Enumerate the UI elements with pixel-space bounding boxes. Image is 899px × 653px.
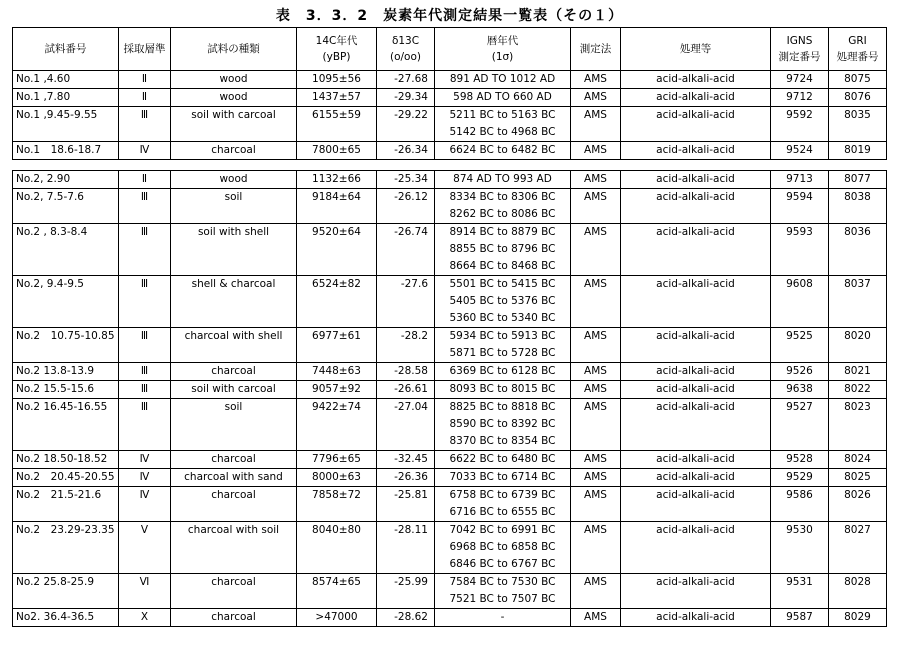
layer-cell: Ⅲ — [119, 399, 171, 451]
treatment-cell: acid-alkali-acid — [621, 71, 771, 89]
treatment-cell: acid-alkali-acid — [621, 487, 771, 522]
calendar-range: 6846 BC to 6767 BC — [449, 558, 556, 570]
spacer-cell — [771, 160, 829, 171]
igns-number-cell: 9525 — [771, 328, 829, 363]
header-igns: IGNS 測定番号 — [771, 28, 829, 71]
calendar-range: 6968 BC to 6858 BC — [449, 541, 556, 553]
igns-number-cell: 9526 — [771, 363, 829, 381]
calendar-range: 6624 BC to 6482 BC — [449, 144, 556, 156]
layer-cell: Ⅲ — [119, 107, 171, 142]
d13c-cell: -27.04 — [377, 399, 435, 451]
calendar-age-cell — [435, 276, 571, 328]
table-row — [13, 363, 887, 381]
treatment-cell: acid-alkali-acid — [621, 142, 771, 160]
gri-number-cell: 8023 — [829, 399, 887, 451]
sample-type-cell: charcoal with shell — [171, 328, 297, 363]
igns-number-cell: 9587 — [771, 609, 829, 627]
gri-number-cell: 8077 — [829, 171, 887, 189]
c14-age-cell: 9520±64 — [297, 224, 377, 276]
sample-type-cell: soil — [171, 399, 297, 451]
calendar-range: 5871 BC to 5728 BC — [449, 347, 556, 359]
gri-number-cell: 8035 — [829, 107, 887, 142]
spacer-cell — [621, 160, 771, 171]
gri-number-cell: 8020 — [829, 328, 887, 363]
layer-cell: Ⅱ — [119, 71, 171, 89]
sample-id-cell: No.2 16.45-16.55 — [13, 399, 119, 451]
calendar-age-cell — [435, 381, 571, 399]
c14-age-cell: 7858±72 — [297, 487, 377, 522]
header-type: 試料の種類 — [171, 28, 297, 71]
d13c-cell: -26.74 — [377, 224, 435, 276]
d13c-cell: -27.68 — [377, 71, 435, 89]
sample-type-cell: soil with carcoal — [171, 107, 297, 142]
method-cell: AMS — [571, 224, 621, 276]
method-cell: AMS — [571, 71, 621, 89]
header-method: 測定法 — [571, 28, 621, 71]
method-cell: AMS — [571, 328, 621, 363]
method-cell: AMS — [571, 609, 621, 627]
c14-age-cell: 6155±59 — [297, 107, 377, 142]
sample-id-cell: No.2 15.5-15.6 — [13, 381, 119, 399]
sample-id-cell: No.2 21.5-21.6 — [13, 487, 119, 522]
method-cell: AMS — [571, 363, 621, 381]
table-row — [13, 381, 887, 399]
header-c14: 14C年代 (yBP) — [297, 28, 377, 71]
c14-age-cell: 8040±80 — [297, 522, 377, 574]
layer-cell: Ⅲ — [119, 276, 171, 328]
calendar-age-cell — [435, 224, 571, 276]
sample-type-cell: charcoal — [171, 142, 297, 160]
method-cell: AMS — [571, 107, 621, 142]
treatment-cell: acid-alkali-acid — [621, 451, 771, 469]
treatment-cell: acid-alkali-acid — [621, 189, 771, 224]
calendar-range: 8855 BC to 8796 BC — [449, 243, 556, 255]
c14-age-cell: 7800±65 — [297, 142, 377, 160]
method-cell: AMS — [571, 522, 621, 574]
method-cell: AMS — [571, 189, 621, 224]
treatment-cell: acid-alkali-acid — [621, 224, 771, 276]
igns-number-cell: 9608 — [771, 276, 829, 328]
calendar-range: 598 AD TO 660 AD — [453, 91, 552, 103]
gri-number-cell: 8025 — [829, 469, 887, 487]
layer-cell: Ⅳ — [119, 451, 171, 469]
calendar-age-cell — [435, 451, 571, 469]
c14-age-cell: 6977±61 — [297, 328, 377, 363]
igns-number-cell: 9530 — [771, 522, 829, 574]
calendar-range: 8590 BC to 8392 BC — [449, 418, 556, 430]
sample-type-cell: charcoal with soil — [171, 522, 297, 574]
igns-number-cell: 9586 — [771, 487, 829, 522]
table-row — [13, 142, 887, 160]
table-row — [13, 89, 887, 107]
spacer-cell — [297, 160, 377, 171]
igns-number-cell: 9524 — [771, 142, 829, 160]
layer-cell: Ⅲ — [119, 224, 171, 276]
spacer-cell — [171, 160, 297, 171]
c14-age-cell: 1132±66 — [297, 171, 377, 189]
method-cell: AMS — [571, 574, 621, 609]
sample-id-cell: No.2, 7.5-7.6 — [13, 189, 119, 224]
layer-cell: Ⅳ — [119, 487, 171, 522]
sample-type-cell: wood — [171, 71, 297, 89]
table-row — [13, 609, 887, 627]
layer-cell: Ⅲ — [119, 381, 171, 399]
method-cell: AMS — [571, 399, 621, 451]
calendar-range: 8262 BC to 8086 BC — [449, 208, 556, 220]
header-treatment: 処理等 — [621, 28, 771, 71]
layer-cell: Ⅵ — [119, 574, 171, 609]
c14-age-cell: >47000 — [297, 609, 377, 627]
sample-id-cell: No.2 18.50-18.52 — [13, 451, 119, 469]
gri-number-cell: 8036 — [829, 224, 887, 276]
sample-id-cell: No.2, 9.4-9.5 — [13, 276, 119, 328]
calendar-range: 5211 BC to 5163 BC — [449, 109, 556, 121]
treatment-cell: acid-alkali-acid — [621, 107, 771, 142]
sample-type-cell: charcoal with sand — [171, 469, 297, 487]
treatment-cell: acid-alkali-acid — [621, 574, 771, 609]
header-sample: 試料番号 — [13, 28, 119, 71]
calendar-range: 8334 BC to 8306 BC — [449, 191, 556, 203]
d13c-cell: -32.45 — [377, 451, 435, 469]
gri-number-cell: 8021 — [829, 363, 887, 381]
calendar-range: 8825 BC to 8818 BC — [449, 401, 556, 413]
d13c-cell: -26.34 — [377, 142, 435, 160]
radiocarbon-results-table — [12, 27, 887, 627]
table-row — [13, 399, 887, 451]
calendar-age-cell — [435, 399, 571, 451]
igns-number-cell: 9529 — [771, 469, 829, 487]
layer-cell: Ⅳ — [119, 142, 171, 160]
c14-age-cell: 7448±63 — [297, 363, 377, 381]
gri-number-cell: 8019 — [829, 142, 887, 160]
sample-id-cell: No.2 23.29-23.35 — [13, 522, 119, 574]
calendar-range: 874 AD TO 993 AD — [453, 173, 552, 185]
method-cell: AMS — [571, 487, 621, 522]
treatment-cell: acid-alkali-acid — [621, 381, 771, 399]
d13c-cell: -29.34 — [377, 89, 435, 107]
table-row — [13, 189, 887, 224]
calendar-range: 8093 BC to 8015 BC — [449, 383, 556, 395]
calendar-range: 7033 BC to 6714 BC — [449, 471, 556, 483]
treatment-cell: acid-alkali-acid — [621, 363, 771, 381]
gri-number-cell: 8027 — [829, 522, 887, 574]
layer-cell: Ⅹ — [119, 609, 171, 627]
sample-type-cell: shell & charcoal — [171, 276, 297, 328]
calendar-range: 7521 BC to 7507 BC — [449, 593, 556, 605]
c14-age-cell: 8000±63 — [297, 469, 377, 487]
c14-age-cell: 7796±65 — [297, 451, 377, 469]
spacer-cell — [119, 160, 171, 171]
gri-number-cell: 8028 — [829, 574, 887, 609]
treatment-cell: acid-alkali-acid — [621, 171, 771, 189]
method-cell: AMS — [571, 89, 621, 107]
sample-id-cell: No.2 25.8-25.9 — [13, 574, 119, 609]
igns-number-cell: 9531 — [771, 574, 829, 609]
sample-type-cell: soil with shell — [171, 224, 297, 276]
c14-age-cell: 9422±74 — [297, 399, 377, 451]
calendar-range: 6369 BC to 6128 BC — [449, 365, 556, 377]
table-row — [13, 107, 887, 142]
sample-id-cell: No.2 , 8.3-8.4 — [13, 224, 119, 276]
calendar-age-cell — [435, 363, 571, 381]
sample-id-cell: No.1 ,7.80 — [13, 89, 119, 107]
gri-number-cell: 8075 — [829, 71, 887, 89]
sample-id-cell: No.2, 2.90 — [13, 171, 119, 189]
sample-id-cell: No2. 36.4-36.5 — [13, 609, 119, 627]
d13c-cell: -25.81 — [377, 487, 435, 522]
sample-id-cell: No.1 ,9.45-9.55 — [13, 107, 119, 142]
igns-number-cell: 9713 — [771, 171, 829, 189]
calendar-age-cell — [435, 142, 571, 160]
calendar-age-cell — [435, 609, 571, 627]
calendar-range: 891 AD TO 1012 AD — [449, 73, 556, 85]
d13c-cell: -28.62 — [377, 609, 435, 627]
calendar-range: 5142 BC to 4968 BC — [449, 126, 556, 138]
method-cell: AMS — [571, 469, 621, 487]
treatment-cell: acid-alkali-acid — [621, 276, 771, 328]
sample-type-cell: charcoal — [171, 451, 297, 469]
sample-type-cell: charcoal — [171, 609, 297, 627]
d13c-cell: -28.2 — [377, 328, 435, 363]
c14-age-cell: 1437±57 — [297, 89, 377, 107]
layer-cell: Ⅴ — [119, 522, 171, 574]
treatment-cell: acid-alkali-acid — [621, 328, 771, 363]
gri-number-cell: 8029 — [829, 609, 887, 627]
d13c-cell: -27.6 — [377, 276, 435, 328]
d13c-cell: -25.34 — [377, 171, 435, 189]
igns-number-cell: 9594 — [771, 189, 829, 224]
header-row — [13, 28, 887, 71]
sample-id-cell: No.2 10.75-10.85 — [13, 328, 119, 363]
calendar-range: 8664 BC to 8468 BC — [449, 260, 556, 272]
calendar-range: 6716 BC to 6555 BC — [449, 506, 556, 518]
table-title: 表 3．3．2 炭素年代測定結果一覧表（その１） — [275, 8, 624, 24]
calendar-age-cell — [435, 487, 571, 522]
c14-age-cell: 1095±56 — [297, 71, 377, 89]
group-spacer-row — [13, 160, 887, 171]
calendar-age-cell — [435, 522, 571, 574]
header-layer: 採取層準 — [119, 28, 171, 71]
table-row — [13, 71, 887, 89]
igns-number-cell: 9593 — [771, 224, 829, 276]
layer-cell: Ⅲ — [119, 189, 171, 224]
table-row — [13, 171, 887, 189]
treatment-cell: acid-alkali-acid — [621, 89, 771, 107]
d13c-cell: -26.12 — [377, 189, 435, 224]
calendar-age-cell — [435, 71, 571, 89]
method-cell: AMS — [571, 171, 621, 189]
calendar-age-cell — [435, 189, 571, 224]
calendar-range: 6758 BC to 6739 BC — [449, 489, 556, 501]
calendar-age-cell — [435, 107, 571, 142]
sample-id-cell: No.2 20.45-20.55 — [13, 469, 119, 487]
spacer-cell — [13, 160, 119, 171]
header-gri: GRI 処理番号 — [829, 28, 887, 71]
header-calendar: 暦年代 (1σ) — [435, 28, 571, 71]
calendar-range: 5501 BC to 5415 BC — [449, 278, 556, 290]
calendar-age-cell — [435, 469, 571, 487]
calendar-range: - — [500, 611, 505, 623]
table-row — [13, 469, 887, 487]
table-row — [13, 276, 887, 328]
calendar-range: 5360 BC to 5340 BC — [449, 312, 556, 324]
gri-number-cell: 8038 — [829, 189, 887, 224]
d13c-cell: -25.99 — [377, 574, 435, 609]
sample-type-cell: soil — [171, 189, 297, 224]
sample-id-cell: No.2 13.8-13.9 — [13, 363, 119, 381]
calendar-range: 6622 BC to 6480 BC — [449, 453, 556, 465]
layer-cell: Ⅱ — [119, 89, 171, 107]
sample-type-cell: charcoal — [171, 487, 297, 522]
table-row — [13, 487, 887, 522]
method-cell: AMS — [571, 381, 621, 399]
table-row — [13, 224, 887, 276]
method-cell: AMS — [571, 142, 621, 160]
igns-number-cell: 9712 — [771, 89, 829, 107]
treatment-cell: acid-alkali-acid — [621, 609, 771, 627]
gri-number-cell: 8026 — [829, 487, 887, 522]
c14-age-cell: 8574±65 — [297, 574, 377, 609]
table-row — [13, 574, 887, 609]
calendar-range: 5405 BC to 5376 BC — [449, 295, 556, 307]
spacer-cell — [377, 160, 435, 171]
calendar-age-cell — [435, 89, 571, 107]
header-d13c: δ13C (o/oo) — [377, 28, 435, 71]
igns-number-cell: 9592 — [771, 107, 829, 142]
d13c-cell: -28.11 — [377, 522, 435, 574]
treatment-cell: acid-alkali-acid — [621, 399, 771, 451]
spacer-cell — [435, 160, 571, 171]
gri-number-cell: 8076 — [829, 89, 887, 107]
treatment-cell: acid-alkali-acid — [621, 522, 771, 574]
sample-type-cell: charcoal — [171, 574, 297, 609]
sample-type-cell: wood — [171, 89, 297, 107]
method-cell: AMS — [571, 451, 621, 469]
treatment-cell: acid-alkali-acid — [621, 469, 771, 487]
method-cell: AMS — [571, 276, 621, 328]
calendar-age-cell — [435, 328, 571, 363]
layer-cell: Ⅳ — [119, 469, 171, 487]
calendar-range: 5934 BC to 5913 BC — [449, 330, 556, 342]
layer-cell: Ⅲ — [119, 363, 171, 381]
sample-type-cell: soil with carcoal — [171, 381, 297, 399]
layer-cell: Ⅲ — [119, 328, 171, 363]
calendar-range: 8370 BC to 8354 BC — [449, 435, 556, 447]
d13c-cell: -29.22 — [377, 107, 435, 142]
sample-type-cell: charcoal — [171, 363, 297, 381]
table-row — [13, 328, 887, 363]
c14-age-cell: 9057±92 — [297, 381, 377, 399]
gri-number-cell: 8022 — [829, 381, 887, 399]
calendar-range: 7042 BC to 6991 BC — [449, 524, 556, 536]
sample-id-cell: No.1 ,4.60 — [13, 71, 119, 89]
d13c-cell: -26.61 — [377, 381, 435, 399]
spacer-cell — [829, 160, 887, 171]
calendar-range: 7584 BC to 7530 BC — [449, 576, 556, 588]
calendar-age-cell — [435, 171, 571, 189]
calendar-range: 8914 BC to 8879 BC — [449, 226, 556, 238]
igns-number-cell: 9527 — [771, 399, 829, 451]
igns-number-cell: 9528 — [771, 451, 829, 469]
d13c-cell: -28.58 — [377, 363, 435, 381]
spacer-cell — [571, 160, 621, 171]
table-row — [13, 522, 887, 574]
sample-id-cell: No.1 18.6-18.7 — [13, 142, 119, 160]
c14-age-cell: 6524±82 — [297, 276, 377, 328]
gri-number-cell: 8024 — [829, 451, 887, 469]
table-row — [13, 451, 887, 469]
sample-type-cell: wood — [171, 171, 297, 189]
c14-age-cell: 9184±64 — [297, 189, 377, 224]
gri-number-cell: 8037 — [829, 276, 887, 328]
d13c-cell: -26.36 — [377, 469, 435, 487]
calendar-age-cell — [435, 574, 571, 609]
layer-cell: Ⅱ — [119, 171, 171, 189]
igns-number-cell: 9638 — [771, 381, 829, 399]
igns-number-cell: 9724 — [771, 71, 829, 89]
